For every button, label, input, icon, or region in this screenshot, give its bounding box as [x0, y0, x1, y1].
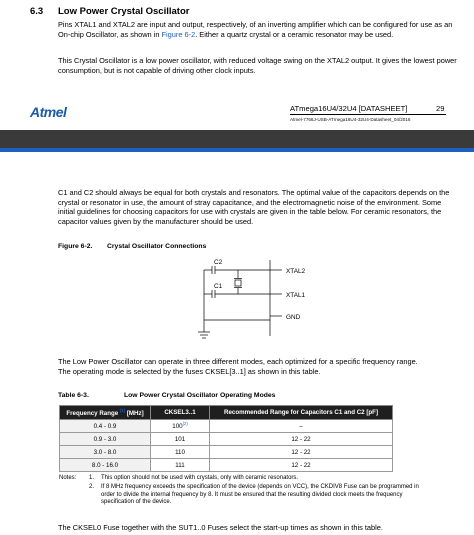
header-cksel: CKSEL3..1 — [151, 406, 210, 420]
note2-text: If 8 MHz frequency exceeds the specification of the device (depends on VCC), the CKDIV8 Fuse can be programmed in order to divide the internal frequency by 8. It must be ensured that the resulting divided clock meets the frequency specification of the device. — [101, 484, 419, 506]
table-header-row — [60, 406, 393, 420]
paragraph-low-power: This Crystal Oscillator is a low power oscillator, with reduced voltage swing on the XTAL2 output. It gives the lowest power consumption, but is not capable of driving other clock inputs. — [58, 56, 457, 75]
datasheet-subtitle: Atmel-7766J-USB-ATmega16U4-32U4-Datasheet_04/2016 — [290, 117, 411, 122]
table-number: Table 6-3. — [58, 392, 89, 399]
notes-label: Notes: — [59, 475, 77, 481]
table-row — [60, 420, 393, 433]
gnd-label: GND — [286, 314, 301, 321]
table-title: Low Power Crystal Oscillator Operating Modes — [124, 392, 276, 399]
header-bar — [0, 148, 474, 152]
capacitor-cell: – — [210, 420, 393, 433]
paragraph-text: Pins XTAL1 and XTAL2 are input and output, respectively, of an inverting amplifier which can be configured for use as an On-chip Oscillator, as shown in — [58, 20, 453, 39]
paragraph-startup: The CKSEL0 Fuse together with the SUT1..0 Fuses select the start-up times as shown in this table. — [58, 523, 383, 532]
footnote-ref[interactable]: (2) — [182, 421, 188, 427]
frequency-cell: 3.0 - 8.0 — [60, 446, 151, 459]
capacitor-cell: 12 - 22 — [210, 433, 393, 446]
figure-title: Crystal Oscillator Connections — [107, 243, 207, 250]
note2-number: 2. — [89, 484, 95, 490]
atmel-logo: Atmel — [30, 104, 67, 120]
cksel-cell: 101 — [151, 433, 210, 446]
table-row — [60, 433, 393, 446]
xtal2-label: XTAL2 — [286, 268, 306, 275]
capacitor-cell: 12 - 22 — [210, 459, 393, 472]
footer-rule — [290, 114, 446, 115]
page-top — [0, 0, 474, 130]
table-row — [60, 446, 393, 459]
datasheet-title: ATmega16U4/32U4 [DATASHEET] — [290, 104, 408, 113]
paragraph-capacitors: C1 and C2 should always be equal for both crystals and resonators. The optimal value of the capacitors depends on the crystal or resonator in use, the amount of stray capacitance, and the electromagnetic noise of the environment. Some initial guidelines for choosing capacitors for use with crystals are given in the table below. For ceramic resonators, the capacitor values given by the manufacturer should be used. — [58, 188, 450, 226]
note1-text: This option should not be used with crystals, only with ceramic resonators. — [101, 475, 299, 481]
figure-link[interactable]: Figure 6-2 — [161, 29, 196, 39]
paragraph-xtal-pins — [58, 20, 458, 39]
section-number: 6.3 — [30, 6, 44, 17]
footnote-ref[interactable]: (1) — [119, 407, 126, 413]
note1-number: 1. — [89, 475, 95, 481]
cksel-cell: 111 — [151, 459, 210, 472]
page-bottom — [0, 148, 474, 535]
page-number: 29 — [436, 104, 445, 113]
figure-number: Figure 6-2. — [58, 243, 93, 250]
frequency-cell: 8.0 - 16.0 — [60, 459, 151, 472]
xtal1-label: XTAL1 — [286, 292, 306, 299]
header-frequency-range: Frequency Range $^{(1)}$ [MHz] — [60, 406, 151, 420]
header-capacitor-range: Recommended Range for Capacitors C1 and C2 [pF] — [210, 406, 393, 420]
section-title: Low Power Crystal Oscillator — [58, 6, 190, 17]
frequency-cell: 0.9 - 3.0 — [60, 433, 151, 446]
page-gap — [0, 130, 474, 148]
capacitor-cell: 12 - 22 — [210, 446, 393, 459]
cksel-cell: 110 — [151, 446, 210, 459]
cksel-cell: 100$^{(2)}$ — [151, 420, 210, 433]
paragraph-modes-line1: The Low Power Oscillator can operate in three different modes, each optimized for a specific frequency range. — [58, 357, 418, 366]
paragraph-text: . Either a quartz crystal or a ceramic resonator may be used. — [195, 29, 394, 39]
c1-label: C1 — [214, 283, 223, 290]
c2-label: C2 — [214, 259, 223, 266]
frequency-cell: 0.4 - 0.9 — [60, 420, 151, 433]
paragraph-modes-line2: The operating mode is selected by the fuses CKSEL[3..1] as shown in this table. — [58, 367, 321, 376]
table-row — [60, 459, 393, 472]
oscillator-diagram — [190, 256, 340, 346]
crystal-symbol — [235, 280, 241, 286]
operating-modes-table — [59, 405, 393, 472]
